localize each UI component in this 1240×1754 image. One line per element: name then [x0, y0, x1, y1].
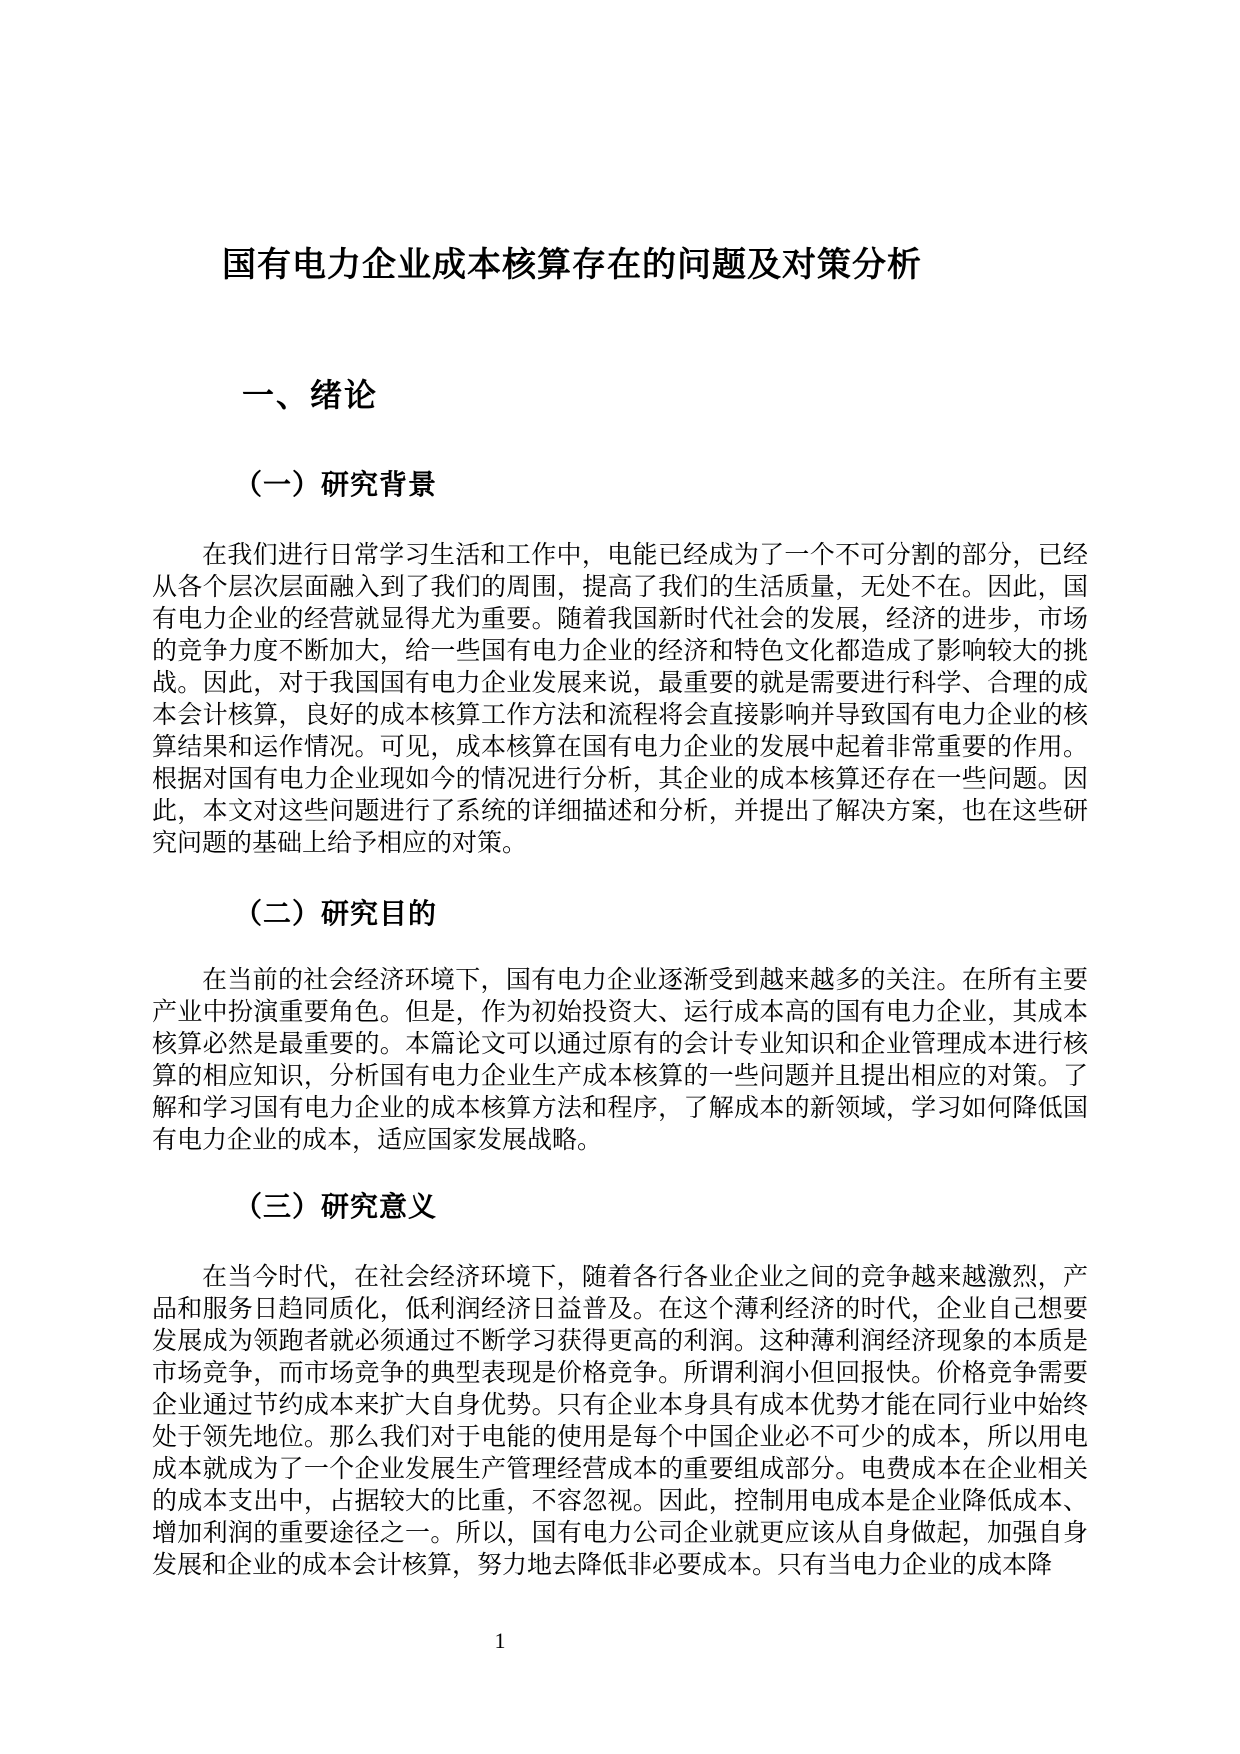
paragraph-research-purpose: 在当前的社会经济环境下，国有电力企业逐渐受到越来越多的关注。在所有主要产业中扮演重要角色。但是，作为初始投资大、运行成本高的国有电力企业，其成本核算必然是最重要的。本篇论文可以通过原有的会计专业知识和企业管理成本进行核算的相应知识，分析国有电力企业生产成本核算的一些问题并且提出相应的对策。了解和学习国有电力企业的成本核算方法和程序，了解成本的新领域，学习如何降低国有电力企业的成本，适应国家发展战略。 [152, 967, 1088, 1154]
paragraph-research-background: 在我们进行日常学习生活和工作中，电能已经成为了一个不可分割的部分，已经从各个层次层面融入到了我们的周围，提高了我们的生活质量，无处不在。因此，国有电力企业的经营就显得尤为重要。随着我国新时代社会的发展，经济的进步，市场的竞争力度不断加大，给一些国有电力企业的经济和特色文化都造成了影响较大的挑战。因此，对于我国国有电力企业发展来说，最重要的就是需要进行科学、合理的成本会计核算，良好的成本核算工作方法和流程将会直接影响并导致国有电力企业的核算结果和运作情况。可见，成本核算在国有电力企业的发展中起着非常重要的作用。根据对国有电力企业现如今的情况进行分析，其企业的成本核算还存在一些问题。因此，本文对这些问题进行了系统的详细描述和分析，并提出了解决方案，也在这些研究问题的基础上给予相应的对策。 [152, 542, 1088, 857]
page-number: 1 [494, 1628, 506, 1653]
chapter-heading-introduction: 一、绪论 [242, 377, 379, 413]
subsection-heading-research-significance: （三）研究意义 [234, 1191, 438, 1222]
subsection-heading-research-purpose: （二）研究目的 [234, 898, 438, 929]
page-title: 国有电力企业成本核算存在的问题及对策分析 [222, 246, 922, 284]
subsection-heading-research-background: （一）研究背景 [234, 469, 438, 500]
paragraph-research-significance: 在当今时代，在社会经济环境下，随着各行各业企业之间的竞争越来越激烈，产品和服务日趋同质化，低利润经济日益普及。在这个薄利经济的时代，企业自己想要发展成为领跑者就必须通过不断学习获得更高的利润。这种薄利润经济现象的本质是市场竞争，而市场竞争的典型表现是价格竞争。所谓利润小但回报快。价格竞争需要企业通过节约成本来扩大自身优势。只有企业本身具有成本优势才能在同行业中始终处于领先地位。那么我们对于电能的使用是每个中国企业必不可少的成本，所以用电成本就成为了一个企业发展生产管理经营成本的重要组成部分。电费成本在企业相关的成本支出中，占据较大的比重，不容忽视。因此，控制用电成本是企业降低成本、增加利润的重要途径之一。所以，国有电力公司企业就更应该从自身做起，加强自身发展和企业的成本会计核算，努力地去降低非必要成本。只有当电力企业的成本降 [152, 1264, 1088, 1579]
